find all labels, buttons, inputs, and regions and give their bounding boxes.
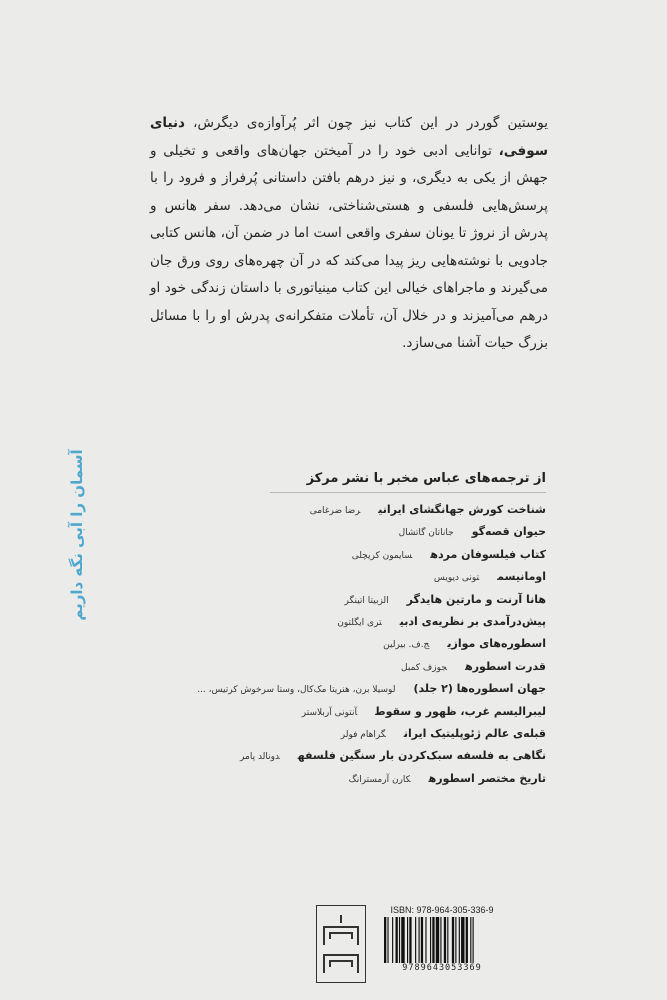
barcode-bar [430, 917, 431, 963]
barcode-bar [452, 917, 454, 963]
book-title: حیوان قصه‌گو [471, 525, 546, 539]
barcode-bar [436, 917, 439, 963]
book-title: نگاهی به فلسفه سبک‌کردن بار سنگین فلسفه [297, 749, 546, 763]
translation-item [200, 654, 546, 676]
book-title: هانا آرنت و مارتین هایدگر [406, 592, 546, 606]
translation-item [200, 721, 546, 743]
book-title: لیبرالیسم غرب، ظهور و سقوط [375, 704, 546, 718]
barcode-bar [461, 917, 464, 963]
book-author: کارن آرمسترانگ [348, 774, 411, 785]
barcode-bar [470, 917, 471, 963]
barcode-bar [459, 917, 460, 963]
book-author: لوسیلا برن، هنریتا مک‌کال، وستا سرخوش کرتیس، ... [197, 685, 396, 696]
publisher-logo [316, 905, 366, 983]
translation-item [200, 609, 546, 631]
book-author: دونالد پامر [240, 752, 280, 763]
book-title: قبله‌ی عالم ژئوپلیتیک ایران [403, 726, 546, 740]
barcode-bar [384, 917, 386, 963]
book-author: ج.ف. بیرلین [383, 640, 430, 651]
barcode-bar [455, 917, 456, 963]
description-highlight: دنیای سوفی، [150, 115, 548, 159]
book-title: اومانیسم [497, 570, 546, 584]
book-author: رضا ضرغامی [309, 506, 361, 516]
barcode-bar [399, 917, 400, 963]
barcode-bar [421, 917, 423, 963]
translation-item [200, 519, 546, 541]
barcode-bar [432, 917, 434, 963]
barcode-bar [466, 917, 468, 963]
barcode-bar [407, 917, 408, 963]
book-author: تری ایگلتون [337, 617, 382, 628]
book-title: قدرت اسطوره [465, 659, 546, 673]
barcode-bar [401, 917, 404, 963]
barcode [384, 917, 500, 963]
barcode-bar [473, 917, 474, 963]
translation-item [200, 743, 546, 765]
vertical-title [52, 420, 102, 650]
book-title: کتاب فیلسوفان مرده [430, 547, 546, 561]
book-title: اسطوره‌های موازی [447, 637, 546, 651]
translation-item [200, 699, 546, 721]
book-author: جوزف کمبل [401, 662, 448, 673]
barcode-area [382, 905, 502, 983]
barcode-bar [396, 917, 398, 963]
book-title: تاریخ مختصر اسطوره [428, 771, 546, 785]
barcode-bar [425, 917, 426, 963]
book-title: جهان اسطوره‌ها (۲ جلد) [413, 682, 546, 696]
barcode-bar [419, 917, 420, 963]
book-description [150, 110, 548, 358]
barcode-bar [387, 917, 388, 963]
book-title: شناخت کورش جهانگشای ایرانی [378, 503, 546, 516]
book-author: گراهام فولر [340, 729, 386, 740]
barcode-bar [444, 917, 446, 963]
translations-heading: از ترجمه‌های عباس مخبر با نشر مرکز [270, 471, 546, 493]
translation-item [200, 542, 546, 564]
barcode-bar [409, 917, 411, 963]
description-rest: توانایی ادبی خود را در آمیختن جهان‌های واقعی و تخیلی و جهش از یکی به دیگری، و نیز درهم بافتن داستانی پُرفراز و فرود را با پرسش‌هایی فلسفی و هستی‌شناختی، نشان می‌دهد. سفر هانس و پدرش از نروژ تا یونان سفری واقعی است اما در ضمن آن، هانس کتابی جادویی با نوشته‌هایی ریز پیدا می‌کند که در آن چهره‌های روی ورق جان می‌گیرند و ماجراهای خیالی این کتاب مینیاتوری با داستان زندگی خود او درهم می‌آمیزند و در خلال آن، تأملات متفکرانه‌ی پدرش او را با مسائل بزرگ حیات آشنا می‌سازد. [150, 142, 548, 351]
barcode-bar [440, 917, 441, 963]
translations-list [197, 497, 546, 788]
barcode-bar [415, 917, 416, 963]
isbn-label: ISBN: 978-964-305-336-9 [390, 905, 494, 915]
barcode-digits: 9789643053369 [402, 963, 482, 973]
barcode-bar [392, 917, 393, 963]
book-author: تونی دیویس [433, 573, 480, 584]
book-author: جاناتان گاتشال [398, 528, 454, 539]
book-title: پیش‌درآمدی بر نظریه‌ی ادبی [399, 614, 546, 628]
book-author: سایمون کریچلی [351, 550, 413, 561]
translation-item [200, 564, 546, 586]
barcode-bar [447, 917, 448, 963]
translation-item [200, 587, 546, 609]
book-author: الزبیتا اتینگر [344, 595, 389, 606]
translation-item [200, 497, 546, 519]
translation-item [200, 631, 546, 653]
description-intro: یوستین گوردر در این کتاب نیز چون اثر پُرآوازه‌ی دیگرش، [184, 115, 548, 131]
vertical-title-text: آسمان را آبی نگه داریم [68, 449, 86, 621]
translation-item [197, 676, 546, 698]
translation-item [200, 766, 546, 788]
book-author: آنتونی آربلاستر [301, 707, 358, 718]
